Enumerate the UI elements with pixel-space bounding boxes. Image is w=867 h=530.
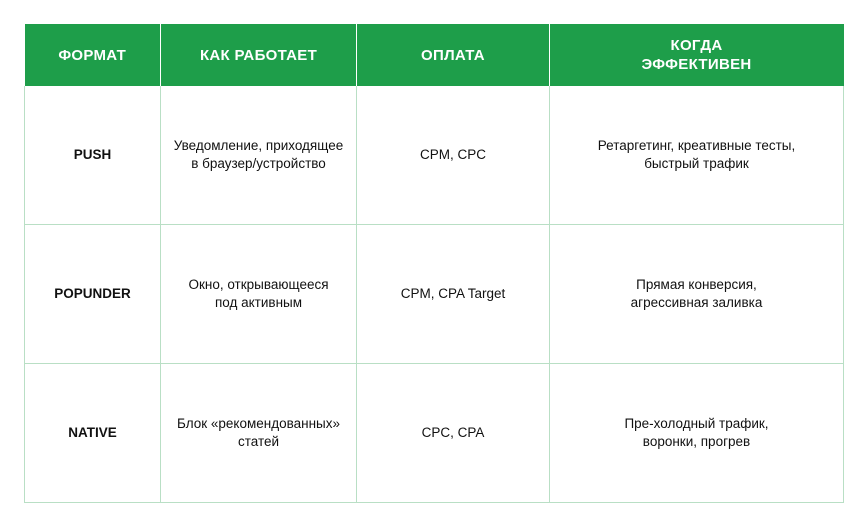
header-how-it-works: [161, 24, 357, 86]
cell-when: Прямая конверсия, агрессивная заливка: [550, 225, 844, 364]
header-row: [25, 24, 844, 86]
cell-how: Уведомление, приходящее в браузер/устройство: [161, 86, 357, 225]
cell-how: Блок «рекомендованных» статей: [161, 364, 357, 503]
cell-how: Окно, открывающееся под активным: [161, 225, 357, 364]
header-payment-label: ОПЛАТА: [421, 46, 485, 64]
header-how-label: КАК РАБОТАЕТ: [199, 46, 318, 64]
cell-when: Пре-холодный трафик, воронки, прогрев: [550, 364, 844, 503]
cell-payment: CPC, CPA: [357, 364, 550, 503]
header-when-effective: [550, 24, 844, 86]
cell-format: PUSH: [25, 86, 161, 225]
ad-formats-table: [24, 24, 844, 503]
table-body: [25, 86, 844, 503]
header-format: [25, 24, 161, 86]
cell-when: Ретаргетинг, креативные тесты, быстрый трафик: [550, 86, 844, 225]
header-when-label: КОГДА ЭФФЕКТИВЕН: [641, 37, 752, 73]
cell-payment: CPM, CPC: [357, 86, 550, 225]
table-header: [25, 24, 844, 86]
table-row: [25, 86, 844, 225]
header-payment: [357, 24, 550, 86]
cell-payment: CPM, CPA Target: [357, 225, 550, 364]
ad-formats-table-container: [24, 24, 843, 506]
cell-format: NATIVE: [25, 364, 161, 503]
header-format-label: ФОРМАТ: [58, 46, 127, 64]
table-row: [25, 364, 844, 503]
table-row: [25, 225, 844, 364]
cell-format: POPUNDER: [25, 225, 161, 364]
